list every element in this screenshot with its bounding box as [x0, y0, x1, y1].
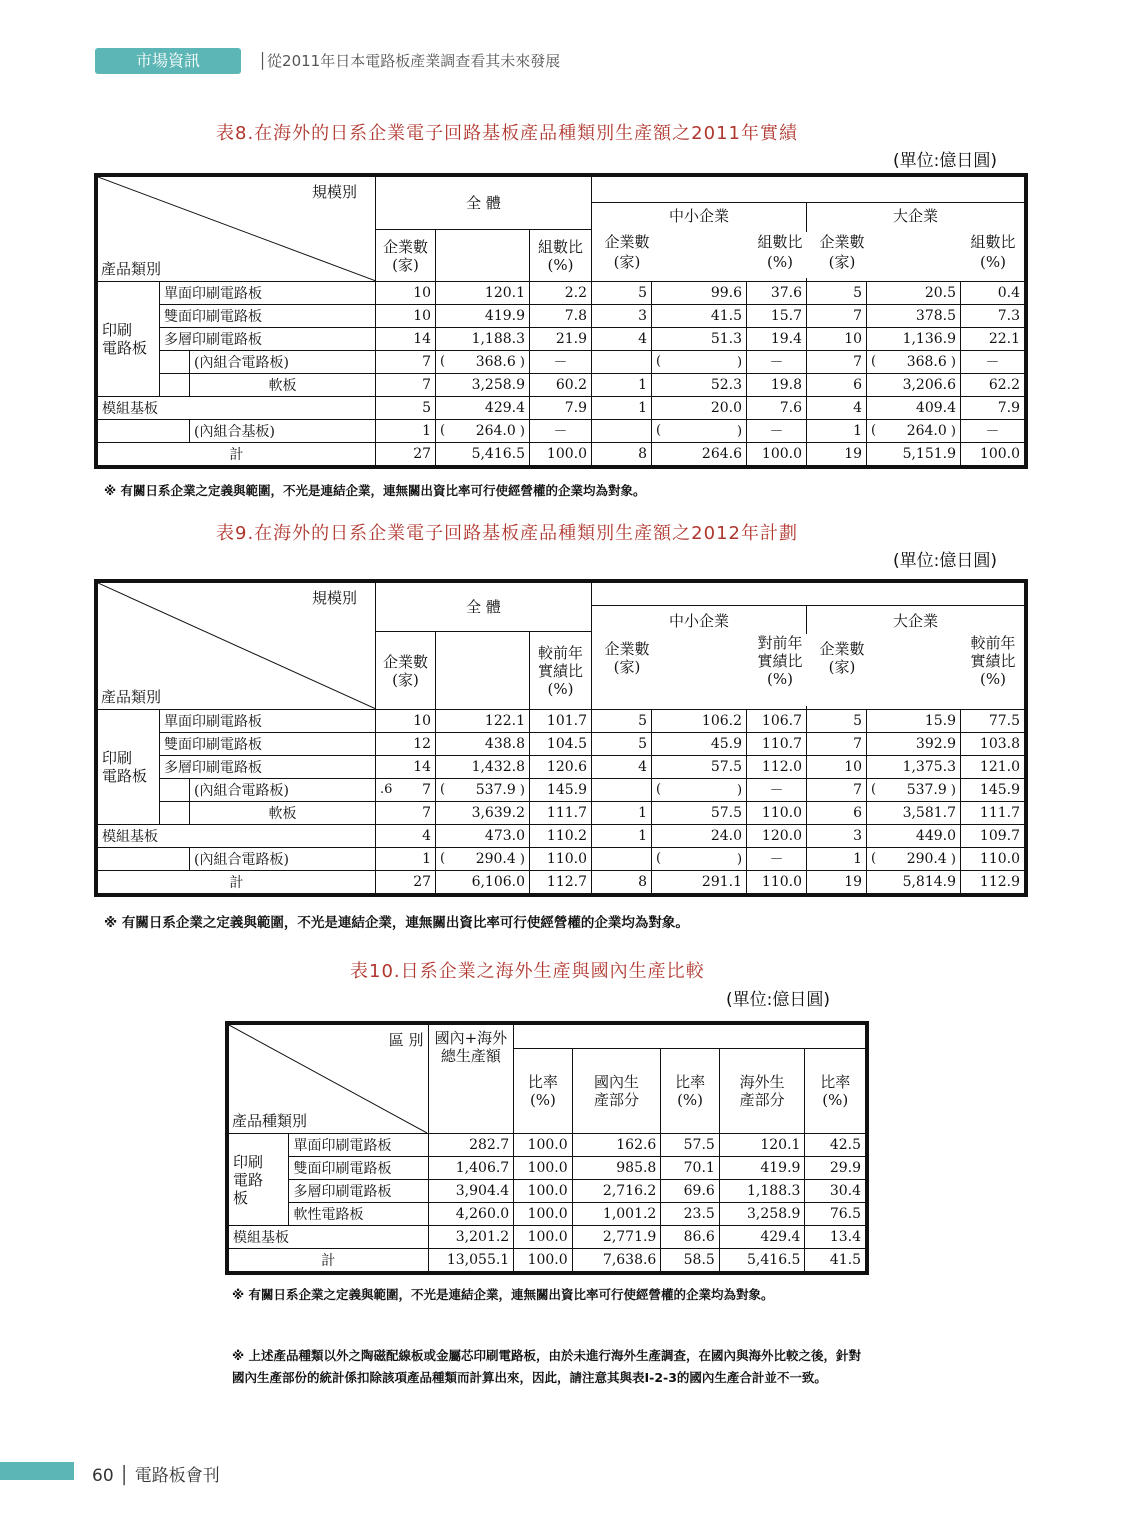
cell: 2.2 [530, 282, 592, 305]
cell: 6 [807, 802, 867, 825]
t9-sme-count-header: 企業數 (家) [598, 640, 656, 706]
cell: 24.0 [652, 825, 747, 848]
row-label: 模組基板 [229, 1226, 429, 1249]
cell: 27 [376, 443, 436, 466]
cell: 111.7 [961, 802, 1025, 825]
row-label: 模組基板 [98, 397, 376, 420]
cell [592, 848, 652, 871]
cell: 100.0 [530, 443, 592, 466]
table10-note-2: ※ 上述產品種類以外之陶磁配線板或金屬芯印刷電路板，由於未進行海外生產調查，在國內與海外比較之後，針對國內生產部份的統計係扣除該項產品種類而計算出來，因此，請注意其與表Ⅰ-2-3的國內生產合計並不一致。 [232, 1348, 862, 1385]
cell: ( 264.0 ) [436, 420, 530, 443]
cell: 449.0 [867, 825, 961, 848]
cell: 3,904.4 [428, 1180, 514, 1203]
col-ratio-domestic: 比率 (%) [661, 1049, 719, 1134]
cell: 7 [807, 351, 867, 374]
cell: 103.8 [961, 733, 1025, 756]
cell: 42.5 [805, 1134, 866, 1157]
table-row [229, 1203, 866, 1226]
cell: 7.9 [530, 397, 592, 420]
cell: 45.9 [652, 733, 747, 756]
cell: 41.5 [652, 305, 747, 328]
cell: 282.7 [428, 1134, 514, 1157]
cell: 4 [592, 328, 652, 351]
cell: 419.9 [719, 1157, 805, 1180]
cell: 23.5 [661, 1203, 719, 1226]
cell: 15.7 [747, 305, 807, 328]
cell: 101.7 [530, 710, 592, 733]
journal-title: 電路板會刊 [134, 1466, 220, 1486]
t9-large-count-header: 企業數 (家) [813, 640, 871, 706]
cell: 1 [592, 825, 652, 848]
cell: 52.3 [652, 374, 747, 397]
table10-note-1: ※ 有關日系企業之定義與範圍，不光是連結企業，連無關出資比率可行使經營權的企業均為對象。 [232, 1287, 774, 1302]
cell: ( 290.4 ) [436, 848, 530, 871]
cell: ( 368.6 ) [436, 351, 530, 374]
cell: 4 [592, 756, 652, 779]
cell: 20.5 [867, 282, 961, 305]
cell: 1 [592, 802, 652, 825]
cell: 1 [807, 848, 867, 871]
cell: 378.5 [867, 305, 961, 328]
cell [592, 779, 652, 802]
cell: 419.9 [436, 305, 530, 328]
cell: ( ) [652, 848, 747, 871]
t8-sme-ratio-header: 組數比 (%) [751, 232, 809, 278]
cell: 7,638.6 [572, 1249, 661, 1272]
cell: － [961, 420, 1025, 443]
cell: 110.0 [530, 848, 592, 871]
cell: ( 290.4 ) [867, 848, 961, 871]
cell: 4 [807, 397, 867, 420]
cell: 3 [807, 825, 867, 848]
row-label: 多層印刷電路板 [160, 756, 376, 779]
cell: 7 [376, 351, 436, 374]
cell: 1,001.2 [572, 1203, 661, 1226]
row-label: 雙面印刷電路板 [160, 733, 376, 756]
table9 [97, 582, 1025, 894]
row-label: 雙面印刷電路板 [289, 1157, 428, 1180]
cell: 99.6 [652, 282, 747, 305]
cell: 4 [376, 825, 436, 848]
cell: 409.4 [867, 397, 961, 420]
cell: 1,406.7 [428, 1157, 514, 1180]
cell: 1,432.8 [436, 756, 530, 779]
table-row [98, 374, 1025, 397]
row-label: (內組合電路板) [190, 779, 376, 802]
table-row [98, 420, 1025, 443]
cell: 76.5 [805, 1203, 866, 1226]
row-label: 模組基板 [98, 825, 376, 848]
cell: 145.9 [530, 779, 592, 802]
cell: 51.3 [652, 328, 747, 351]
cell: ( ) [652, 779, 747, 802]
table-row-total [98, 443, 1025, 466]
article-title: │從2011年日本電路板產業調查看其未來發展 [258, 52, 561, 70]
cell: 121.0 [961, 756, 1025, 779]
t9-sme-ratio-header: 對前年 實績比 (%) [751, 634, 809, 706]
row-label: 單面印刷電路板 [160, 710, 376, 733]
cell: － [530, 420, 592, 443]
t9-large-ratio-header: 較前年 實績比 (%) [964, 634, 1022, 706]
cell: 2,716.2 [572, 1180, 661, 1203]
table8-note: ※ 有關日系企業之定義與範圍，不光是連結企業，連無關出資比率可行使經營權的企業均為對象。 [104, 483, 646, 498]
row-label: 多層印刷電路板 [160, 328, 376, 351]
cell: 77.5 [961, 710, 1025, 733]
table-row [98, 733, 1025, 756]
cell: 106.7 [747, 710, 807, 733]
cell: 22.1 [961, 328, 1025, 351]
cell: 10 [807, 328, 867, 351]
cell: 1,375.3 [867, 756, 961, 779]
cell: 8 [592, 443, 652, 466]
cell: 3 [592, 305, 652, 328]
corner-bottom-label: 產品類別 [101, 260, 162, 278]
cell: 120.1 [719, 1134, 805, 1157]
cell: 162.6 [572, 1134, 661, 1157]
row-label: (內組合電路板) [190, 351, 376, 374]
t8-large-count-header: 企業數 (家) [813, 232, 871, 278]
cell: 70.1 [661, 1157, 719, 1180]
footer-separator: │ [119, 1466, 130, 1486]
cell: 120.6 [530, 756, 592, 779]
t8-sme-count-header: 企業數 (家) [598, 232, 656, 278]
page-number: 60 [92, 1466, 114, 1486]
table-row [98, 328, 1025, 351]
cell: 62.2 [961, 374, 1025, 397]
row-label: 多層印刷電路板 [289, 1180, 428, 1203]
cell: 5 [376, 397, 436, 420]
cell: 27 [376, 871, 436, 894]
cell: 5,814.9 [867, 871, 961, 894]
cell: － [530, 351, 592, 374]
group-all: 全 體 [376, 177, 592, 230]
col-ratio: 組數比 (%) [530, 230, 592, 282]
row-group-label: 印刷 電路 板 [229, 1134, 289, 1226]
cell: 10 [376, 710, 436, 733]
cell: 429.4 [436, 397, 530, 420]
cell: 19 [807, 871, 867, 894]
cell: 6,106.0 [436, 871, 530, 894]
row-label: 計 [98, 443, 376, 466]
cell: 100.0 [514, 1226, 572, 1249]
section-tag: 市場資訊 [95, 48, 241, 74]
cell: 3,581.7 [867, 802, 961, 825]
cell: 12 [376, 733, 436, 756]
cell: 1,136.9 [867, 328, 961, 351]
table8 [97, 176, 1025, 466]
cell: 5 [592, 710, 652, 733]
t8-large-ratio-header: 組數比 (%) [964, 232, 1022, 278]
cell: 3,639.2 [436, 802, 530, 825]
cell: 438.8 [436, 733, 530, 756]
cell: ( 264.0 ) [867, 420, 961, 443]
row-group-label: 印刷 電路板 [98, 710, 160, 825]
cell: 5,151.9 [867, 443, 961, 466]
cell: － [747, 420, 807, 443]
cell: 60.2 [530, 374, 592, 397]
cell: 985.8 [572, 1157, 661, 1180]
stray-mark: .6 [380, 782, 393, 797]
row-label: 單面印刷電路板 [289, 1134, 428, 1157]
cell: 100.0 [514, 1180, 572, 1203]
row-label: 軟板 [190, 802, 376, 825]
cell: 37.6 [747, 282, 807, 305]
col-overseas: 海外生 產部分 [719, 1049, 805, 1134]
cell: － [961, 351, 1025, 374]
table-row [98, 305, 1025, 328]
cell: 1 [592, 397, 652, 420]
cell: 109.7 [961, 825, 1025, 848]
table-row [229, 1157, 866, 1180]
cell: ( ) [652, 420, 747, 443]
col-ratio-total: 比率 (%) [514, 1049, 572, 1134]
table8-corner [98, 177, 376, 282]
table10-caption: 表10.日系企業之海外生產與國內生產比較 [350, 961, 705, 982]
corner-top-label: 規模別 [312, 589, 358, 607]
cell: 110.0 [961, 848, 1025, 871]
cell: 264.6 [652, 443, 747, 466]
table8-caption: 表8.在海外的日系企業電子回路基板產品種類別生產額之2011年實績 [216, 123, 798, 144]
corner-bottom-label: 產品類別 [101, 688, 162, 706]
cell: 1 [376, 848, 436, 871]
cell: 5 [807, 710, 867, 733]
cell: 29.9 [805, 1157, 866, 1180]
cell: 3,258.9 [719, 1203, 805, 1226]
cell: 122.1 [436, 710, 530, 733]
cell: 7 [807, 733, 867, 756]
row-label: 計 [98, 871, 376, 894]
table10 [228, 1024, 866, 1272]
cell: 110.2 [530, 825, 592, 848]
cell: 100.0 [514, 1157, 572, 1180]
cell: 6 [807, 374, 867, 397]
group-large: 大企業 [807, 203, 1025, 282]
table-row [98, 848, 1025, 871]
cell: 110.7 [747, 733, 807, 756]
cell: 1 [592, 374, 652, 397]
col-ratio: 較前年 實績比 (%) [530, 632, 592, 710]
cell: 57.5 [661, 1134, 719, 1157]
cell: 13,055.1 [428, 1249, 514, 1272]
table10-unit: (單位:億日圓) [726, 990, 830, 1010]
table-row [98, 397, 1025, 420]
table-row [98, 825, 1025, 848]
cell: 100.0 [747, 443, 807, 466]
row-label: 單面印刷電路板 [160, 282, 376, 305]
table-row [98, 710, 1025, 733]
cell: 19.8 [747, 374, 807, 397]
cell: 4,260.0 [428, 1203, 514, 1226]
cell: 120.1 [436, 282, 530, 305]
cell: 13.4 [805, 1226, 866, 1249]
cell: 0.4 [961, 282, 1025, 305]
table-row [98, 756, 1025, 779]
cell: 110.0 [747, 802, 807, 825]
cell: 100.0 [514, 1203, 572, 1226]
cell: 392.9 [867, 733, 961, 756]
table-row-total [229, 1249, 866, 1272]
cell: 7.9 [961, 397, 1025, 420]
cell: 110.0 [747, 871, 807, 894]
cell: 10 [376, 305, 436, 328]
cell: － [747, 351, 807, 374]
row-label: (內組合電路板) [190, 848, 376, 871]
cell: － [747, 779, 807, 802]
table-row [229, 1134, 866, 1157]
cell: 5,416.5 [436, 443, 530, 466]
table9-unit: (單位:億日圓) [893, 551, 997, 571]
cell: 8 [592, 871, 652, 894]
cell: 69.6 [661, 1180, 719, 1203]
row-group-label: 印刷 電路板 [98, 282, 160, 397]
table-row [98, 351, 1025, 374]
cell: 7.3 [961, 305, 1025, 328]
col-count: 企業數 (家) [376, 230, 436, 282]
cell: 291.1 [652, 871, 747, 894]
table8-unit: (單位:億日圓) [893, 151, 997, 171]
cell: 112.9 [961, 871, 1025, 894]
cell: 3,206.6 [867, 374, 961, 397]
row-label: (內組合基板) [190, 420, 376, 443]
cell: 10 [376, 282, 436, 305]
table9-caption: 表9.在海外的日系企業電子回路基板產品種類別生產額之2012年計劃 [216, 523, 798, 544]
table9-corner [98, 583, 376, 710]
footer-bar [0, 1462, 74, 1480]
cell: 3,201.2 [428, 1226, 514, 1249]
cell: 57.5 [652, 802, 747, 825]
cell: 5 [592, 282, 652, 305]
cell: 112.0 [747, 756, 807, 779]
corner-bottom-label: 產品種類別 [232, 1112, 308, 1130]
cell: 429.4 [719, 1226, 805, 1249]
cell: ( 537.9 ) [436, 779, 530, 802]
col-domestic: 國內生 產部分 [572, 1049, 661, 1134]
cell: ( 537.9 ) [867, 779, 961, 802]
table10-corner [229, 1025, 429, 1134]
cell: 145.9 [961, 779, 1025, 802]
cell: 58.5 [661, 1249, 719, 1272]
cell: 5,416.5 [719, 1249, 805, 1272]
row-label: 軟板 [190, 374, 376, 397]
cell: 1 [376, 420, 436, 443]
cell: 111.7 [530, 802, 592, 825]
col-count: 企業數 (家) [376, 632, 436, 710]
row-label: 雙面印刷電路板 [160, 305, 376, 328]
cell [592, 351, 652, 374]
cell: 7 [807, 779, 867, 802]
cell: 19.4 [747, 328, 807, 351]
cell: 1,188.3 [436, 328, 530, 351]
cell: 3,258.9 [436, 374, 530, 397]
cell [592, 420, 652, 443]
table-row-total [98, 871, 1025, 894]
cell: 2,771.9 [572, 1226, 661, 1249]
cell: 14 [376, 756, 436, 779]
cell: 7 [376, 374, 436, 397]
table-row [229, 1226, 866, 1249]
cell: 112.7 [530, 871, 592, 894]
cell: 15.9 [867, 710, 961, 733]
cell: 14 [376, 328, 436, 351]
cell: 7 [807, 305, 867, 328]
cell: 41.5 [805, 1249, 866, 1272]
table-row [98, 282, 1025, 305]
cell: 10 [807, 756, 867, 779]
cell: ( ) [652, 351, 747, 374]
group-large: 大企業 [807, 606, 1025, 710]
cell: 100.0 [961, 443, 1025, 466]
cell: 7.6 [747, 397, 807, 420]
row-label: 軟性電路板 [289, 1203, 428, 1226]
cell: 5 [807, 282, 867, 305]
cell: 100.0 [514, 1249, 572, 1272]
col-total-production: 國內+海外 總生產額 [428, 1025, 514, 1134]
cell: 106.2 [652, 710, 747, 733]
cell: 19 [807, 443, 867, 466]
corner-top-label: 區 別 [388, 1031, 424, 1049]
cell: 473.0 [436, 825, 530, 848]
cell: 1,188.3 [719, 1180, 805, 1203]
cell: 21.9 [530, 328, 592, 351]
cell: 104.5 [530, 733, 592, 756]
cell: ( 368.6 ) [867, 351, 961, 374]
cell: 30.4 [805, 1180, 866, 1203]
table-row [98, 779, 1025, 802]
cell: 1 [807, 420, 867, 443]
row-label: 計 [229, 1249, 429, 1272]
table9-note: ※ 有關日系企業之定義與範圍，不光是連結企業，連無關出資比率可行使經營權的企業均為對象。 [104, 915, 689, 931]
group-all: 全 體 [376, 583, 592, 632]
table-row [98, 802, 1025, 825]
cell: 7.8 [530, 305, 592, 328]
group-sme: 中小企業 [592, 606, 807, 710]
cell: 86.6 [661, 1226, 719, 1249]
footer [92, 1461, 220, 1486]
cell: 100.0 [514, 1134, 572, 1157]
corner-top-label: 規模別 [312, 183, 358, 201]
cell: 20.0 [652, 397, 747, 420]
table-row [229, 1180, 866, 1203]
cell: .6 7 [376, 779, 436, 802]
cell: － [747, 848, 807, 871]
cell: 7 [376, 802, 436, 825]
col-ratio-overseas: 比率 (%) [805, 1049, 866, 1134]
cell: 5 [592, 733, 652, 756]
group-sme: 中小企業 [592, 203, 807, 282]
cell: 57.5 [652, 756, 747, 779]
cell: 120.0 [747, 825, 807, 848]
